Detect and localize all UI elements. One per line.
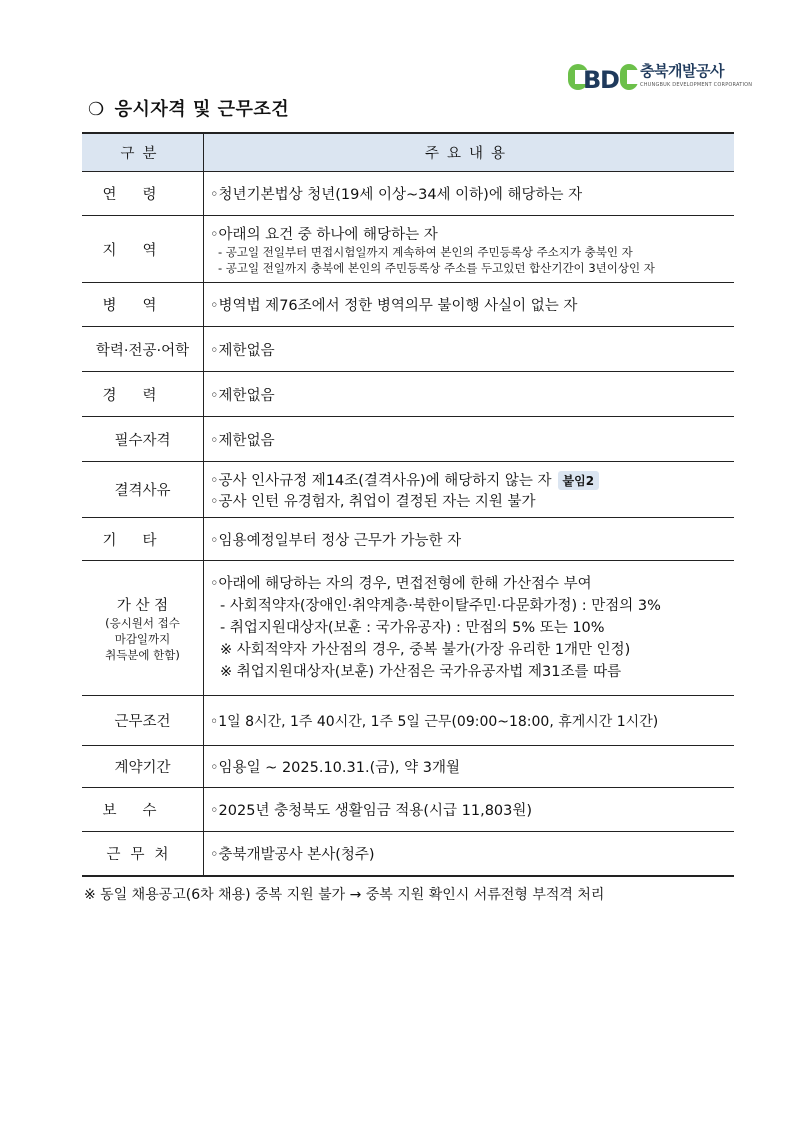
row-content: ◦아래의 요건 중 하나에 해당하는 자 <box>210 226 438 243</box>
logo-name: 충북개발공사 <box>640 62 724 80</box>
row-content: ◦충북개발공사 본사(청주) <box>210 846 375 863</box>
row-label-note: 마감일까지 <box>114 631 171 646</box>
row-label: 근무처 <box>106 846 179 863</box>
row-label: 계약기간 <box>114 760 171 776</box>
table-row-place <box>82 832 734 876</box>
row-content: ◦병역법 제76조에서 정한 병역의무 불이행 사실이 없는 자 <box>210 298 578 314</box>
row-subcontent: - 취업지원대상자(보훈 : 국가유공자) : 만점의 5% 또는 10% <box>220 620 605 636</box>
table-row-career <box>82 372 734 417</box>
row-label: 보수 <box>102 803 183 819</box>
table-row-etc <box>82 518 734 561</box>
row-label: 학력·전공·어학 <box>95 342 190 359</box>
row-content: ◦임용일 ~ 2025.10.31.(금), 약 3개월 <box>210 760 460 776</box>
section-title <box>88 95 289 121</box>
table-row-military <box>82 283 734 327</box>
row-label: 지역 <box>102 242 183 259</box>
header-content: 주요내용 <box>204 133 735 172</box>
row-label-note: (응시원서 접수 <box>105 615 180 630</box>
svg-text:D: D <box>600 66 620 94</box>
row-label: 병역 <box>102 298 183 314</box>
table-row-bonus <box>82 561 734 696</box>
row-content: ◦공사 인턴 유경험자, 취업이 결정된 자는 지원 불가 <box>210 493 536 510</box>
row-content: ◦제한없음 <box>210 387 275 404</box>
row-label: 가 산 점 <box>116 597 169 614</box>
header-category: 구분 <box>82 133 204 172</box>
row-content: ◦아래에 해당하는 자의 경우, 면접전형에 한해 가산점수 부여 <box>210 576 592 592</box>
row-content: ◦1일 8시간, 1주 40시간, 1주 5일 근무(09:00~18:00, 휴게시간 1시간) <box>210 713 659 730</box>
row-label: 필수자격 <box>114 432 171 449</box>
table-row-contract <box>82 746 734 788</box>
row-content: ◦공사 인사규정 제14조(결격사유)에 해당하지 않는 자 <box>210 472 552 489</box>
row-content: ◦청년기본법상 청년(19세 이상~34세 이하)에 해당하는 자 <box>210 187 583 203</box>
row-label: 근무조건 <box>114 714 171 730</box>
row-content: ◦임용예정일부터 정상 근무가 가능한 자 <box>210 532 462 549</box>
row-content: ◦2025년 충청북도 생활임금 적용(시급 11,803원) <box>210 803 533 819</box>
row-label: 연령 <box>102 187 183 203</box>
table-row-license <box>82 417 734 462</box>
row-subcontent: - 공고일 전일까지 충북에 본인의 주민등록상 주소를 두고있던 합산기간이 3년이상인 자 <box>218 260 655 275</box>
row-subcontent: ※ 취업지원대상자(보훈) 가산점은 국가유공자법 제31조를 따름 <box>220 664 622 680</box>
section-title-text: 응시자격 및 근무조건 <box>114 99 290 120</box>
svg-text:B: B <box>583 66 602 94</box>
attachment-badge: 붙임2 <box>558 471 600 490</box>
row-subcontent: - 사회적약자(장애인·취약계층·북한이탈주민·다문화가정) : 만점의 3% <box>220 598 661 614</box>
table-row-worktime <box>82 696 734 746</box>
logo-subtitle: CHUNGBUK DEVELOPMENT CORPORATION <box>640 82 753 88</box>
table-header-row <box>82 133 734 172</box>
row-content: ◦제한없음 <box>210 342 275 359</box>
footnote: ※ 동일 채용공고(6차 채용) 중복 지원 불가 → 중복 지원 확인시 서류전형 부적격 처리 <box>84 887 605 903</box>
table-row-pay <box>82 788 734 832</box>
row-label: 경력 <box>102 387 183 404</box>
row-content: ◦제한없음 <box>210 432 275 449</box>
row-label: 결격사유 <box>114 483 171 499</box>
table-row-disqualify <box>82 462 734 518</box>
table-row-education <box>82 327 734 372</box>
row-label-note: 취득분에 한함) <box>105 647 180 662</box>
row-label: 기타 <box>102 532 183 549</box>
table-row-age <box>82 172 734 216</box>
qualification-table <box>82 132 734 877</box>
row-subcontent: ※ 사회적약자 가산점의 경우, 중복 불가(가장 유리한 1개만 인정) <box>220 642 631 658</box>
row-subcontent: - 공고일 전일부터 면접시험일까지 계속하여 본인의 주민등록상 주소지가 충북인 자 <box>218 244 633 259</box>
circle-bullet-icon: ❍ <box>88 99 105 120</box>
table-row-region <box>82 216 734 283</box>
